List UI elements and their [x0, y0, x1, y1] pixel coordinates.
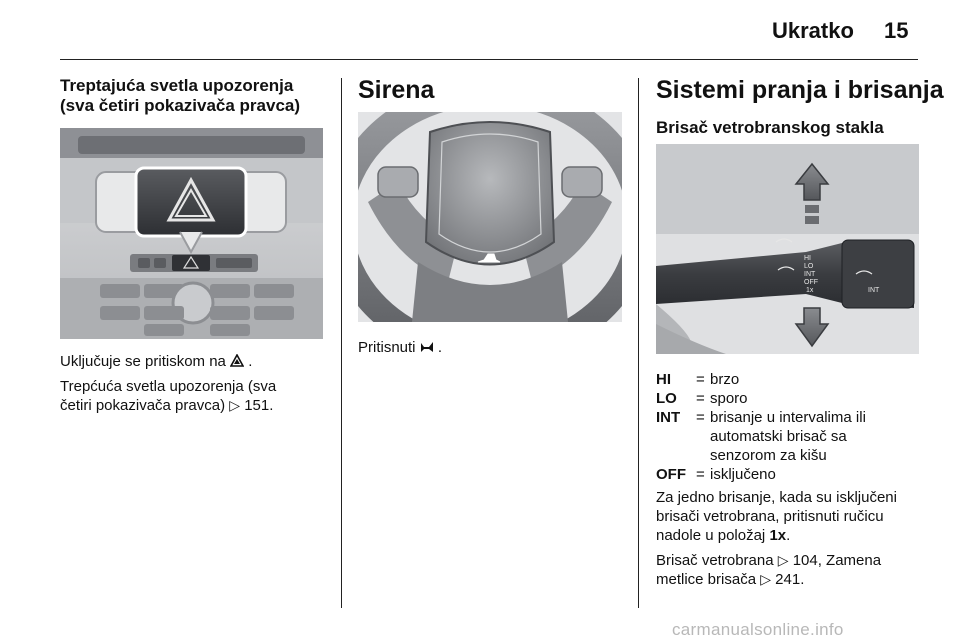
horn-text	[358, 338, 628, 357]
hazard-para1-end: .	[248, 353, 253, 370]
definition-equals: =	[696, 390, 705, 407]
wiper-page-ref-1[interactable]: 104, Zamena	[792, 552, 882, 569]
hazard-para2-line2	[60, 396, 330, 415]
definition-row	[656, 370, 866, 389]
wiper-para1-line3	[656, 526, 946, 545]
stalk-label-int: INT	[804, 271, 816, 278]
horn-para1-text: Pritisnuti	[358, 339, 416, 356]
horn-para1	[358, 338, 628, 357]
watermark: carmanualsonline.info	[672, 620, 844, 639]
hazard-page-ref[interactable]: 151.	[244, 397, 274, 414]
steering-wheel-figure	[358, 112, 622, 322]
hazard-para2-text: četiri pokazivača pravca)	[60, 397, 226, 414]
hazard-triangle-icon	[230, 353, 248, 370]
steering-wheel-illustration	[358, 112, 622, 322]
definition-desc-line: automatski brisač sa	[710, 428, 847, 445]
column-divider-1	[341, 78, 342, 608]
definition-equals: =	[696, 409, 705, 426]
definition-row	[656, 465, 866, 484]
wiper-page-ref-2[interactable]: 241.	[775, 571, 805, 588]
horn-icon	[420, 339, 438, 356]
hazard-heading-line1: Treptajuća svetla upozorenja	[60, 76, 294, 95]
definition-desc-line: brisanje u intervalima ili	[710, 409, 866, 426]
definition-desc: sporo	[710, 390, 748, 407]
wiper-para2-line1-text: Brisač vetrobrana	[656, 552, 774, 569]
wiper-para2-line2-text: metlice brisača	[656, 571, 757, 588]
column-divider-2	[638, 78, 639, 608]
wiper-stalk-figure	[656, 144, 919, 354]
windscreen-wiper-subheading: Brisač vetrobranskog stakla	[656, 118, 884, 137]
wiper-para1-line3-text: nadole u položaj	[656, 527, 766, 544]
definition-row	[656, 408, 866, 465]
definition-equals: =	[696, 371, 705, 388]
stalk-ring-label-int: INT	[868, 287, 880, 294]
page-reference-icon: ▷	[777, 552, 789, 568]
wiper-para1-line3-end: .	[786, 527, 791, 544]
section-heading-hazard	[60, 76, 330, 116]
definition-row	[656, 389, 866, 408]
wiper-stalk-illustration	[656, 144, 919, 354]
stalk-label-hi: HI	[804, 255, 811, 262]
hazard-para1	[60, 352, 330, 371]
definition-desc-line: senzorom za kišu	[710, 447, 827, 464]
hazard-switch-figure	[60, 128, 323, 339]
stalk-label-1x: 1x	[806, 287, 814, 294]
page-reference-icon: ▷	[760, 571, 771, 587]
definition-desc	[710, 408, 866, 465]
wiper-para1-line2: brisači vetrobrana, pritisnuti ručicu	[656, 508, 884, 525]
hazard-heading-line2: (sva četiri pokazivača pravca)	[60, 96, 301, 115]
page-number: 15	[884, 18, 909, 43]
definition-desc: brzo	[710, 371, 740, 388]
page-reference-icon: ▷	[229, 397, 241, 413]
hazard-para1-text: Uključuje se pritiskom na	[60, 353, 226, 370]
stalk-label-off: OFF	[804, 279, 818, 286]
horn-para1-end: .	[437, 339, 443, 356]
wiper-para2-line1	[656, 551, 946, 570]
stalk-label-lo: LO	[804, 263, 814, 270]
header-rule	[60, 59, 918, 60]
hazard-switch-illustration	[60, 128, 323, 339]
definition-term: HI	[656, 371, 671, 388]
wiper-para1-line1: Za jedno brisanje, kada su isključeni	[656, 489, 897, 506]
definition-term: LO	[656, 390, 677, 407]
horn-heading: Sirena	[358, 76, 435, 104]
wipers-heading: Sistemi pranja i brisanja	[656, 76, 944, 104]
running-header-title: Ukratko	[772, 18, 854, 43]
hazard-text	[60, 352, 330, 415]
wiper-positions-table	[656, 370, 866, 484]
subheading-windscreen-wiper	[656, 118, 946, 138]
hazard-para2-line1: Trepćuća svetla upozorenja (sva	[60, 378, 277, 395]
definition-term: OFF	[656, 466, 686, 483]
wiper-definitions	[656, 370, 946, 484]
wiper-para2-line2	[656, 570, 946, 589]
section-heading-horn	[358, 76, 434, 104]
definition-term: INT	[656, 409, 681, 426]
definition-equals: =	[696, 466, 705, 483]
wiper-single-wipe-position: 1x	[769, 527, 787, 544]
wiper-text	[656, 488, 946, 589]
section-heading-wipers	[656, 76, 946, 104]
definition-desc: isključeno	[710, 466, 776, 483]
